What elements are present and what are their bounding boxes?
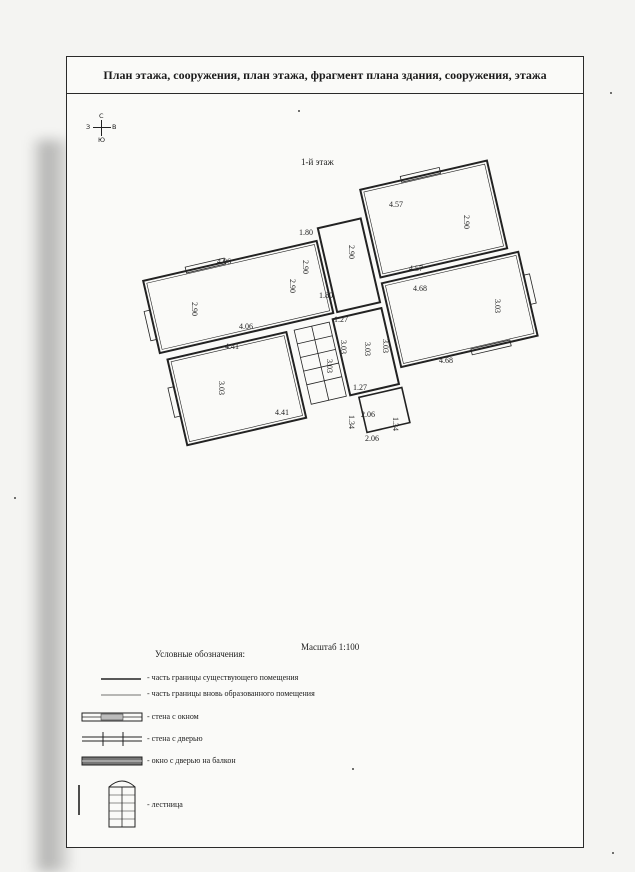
room-top-left-walls [143,241,333,353]
plan-sheet [66,56,584,848]
scan-speck [352,768,354,770]
dim-label: 1.27 [334,315,348,324]
legend-label: - стена с дверью [147,734,203,743]
dim-label: 1.27 [353,383,367,392]
compass-west: З [86,123,91,131]
dim-label: 4.57 [389,200,403,209]
scan-speck [14,497,16,499]
compass-east: В [112,123,117,131]
compass-north: С [99,112,104,120]
dim-label: 2.90 [301,260,310,274]
dim-label: 3.03 [339,340,348,354]
dim-label: 3.03 [493,299,502,313]
dim-label: 4.06 [239,322,253,331]
legend-label: - стена с окном [147,712,199,721]
scan-speck [298,110,300,112]
dim-label: 4.68 [413,284,427,293]
scale-label: Масштаб 1:100 [301,642,360,652]
dim-label: 2.06 [365,434,379,443]
document-title: План этажа, сооружения, план этажа, фрагмент плана здания, сооружения, этажа [67,57,583,94]
dim-label: 2.90 [347,245,356,259]
dim-label: 1.34 [347,415,356,429]
dim-label: 4.41 [275,408,289,417]
floor-label: 1-й этаж [301,157,334,167]
dim-label: 3.03 [325,359,334,373]
scan-speck [610,92,612,94]
dim-label: 1.80 [319,291,333,300]
dim-label: 1.34 [391,417,400,431]
room-bottom-right-walls [382,252,538,367]
legend-label: - окно с дверью на балкон [147,756,236,765]
dim-label: 4.41 [225,342,239,351]
stair-icon [294,322,346,404]
dim-label: 2.06 [361,410,375,419]
legend-label: - часть границы существующего помещения [147,673,299,682]
scan-shadow [30,140,70,872]
dim-label: 3.03 [381,339,390,353]
scan-speck [612,852,614,854]
dim-label: 1.80 [299,228,313,237]
stair-icon [75,775,155,831]
legend-title: Условные обозначения: [155,649,246,659]
dim-label: 3.03 [217,381,226,395]
legend-label: - лестница [147,800,183,809]
dim-label: 3.03 [363,342,372,356]
dim-label: 2.90 [288,279,297,293]
dim-label: 2.90 [190,302,199,316]
compass-south: Ю [98,136,106,144]
dim-label: 4.06 [217,257,231,266]
dim-label: 4.57 [409,264,423,273]
dim-label: 2.90 [462,215,471,229]
dim-label: 4.68 [439,356,453,365]
legend-label: - часть границы вновь образованного помещения [147,689,315,698]
